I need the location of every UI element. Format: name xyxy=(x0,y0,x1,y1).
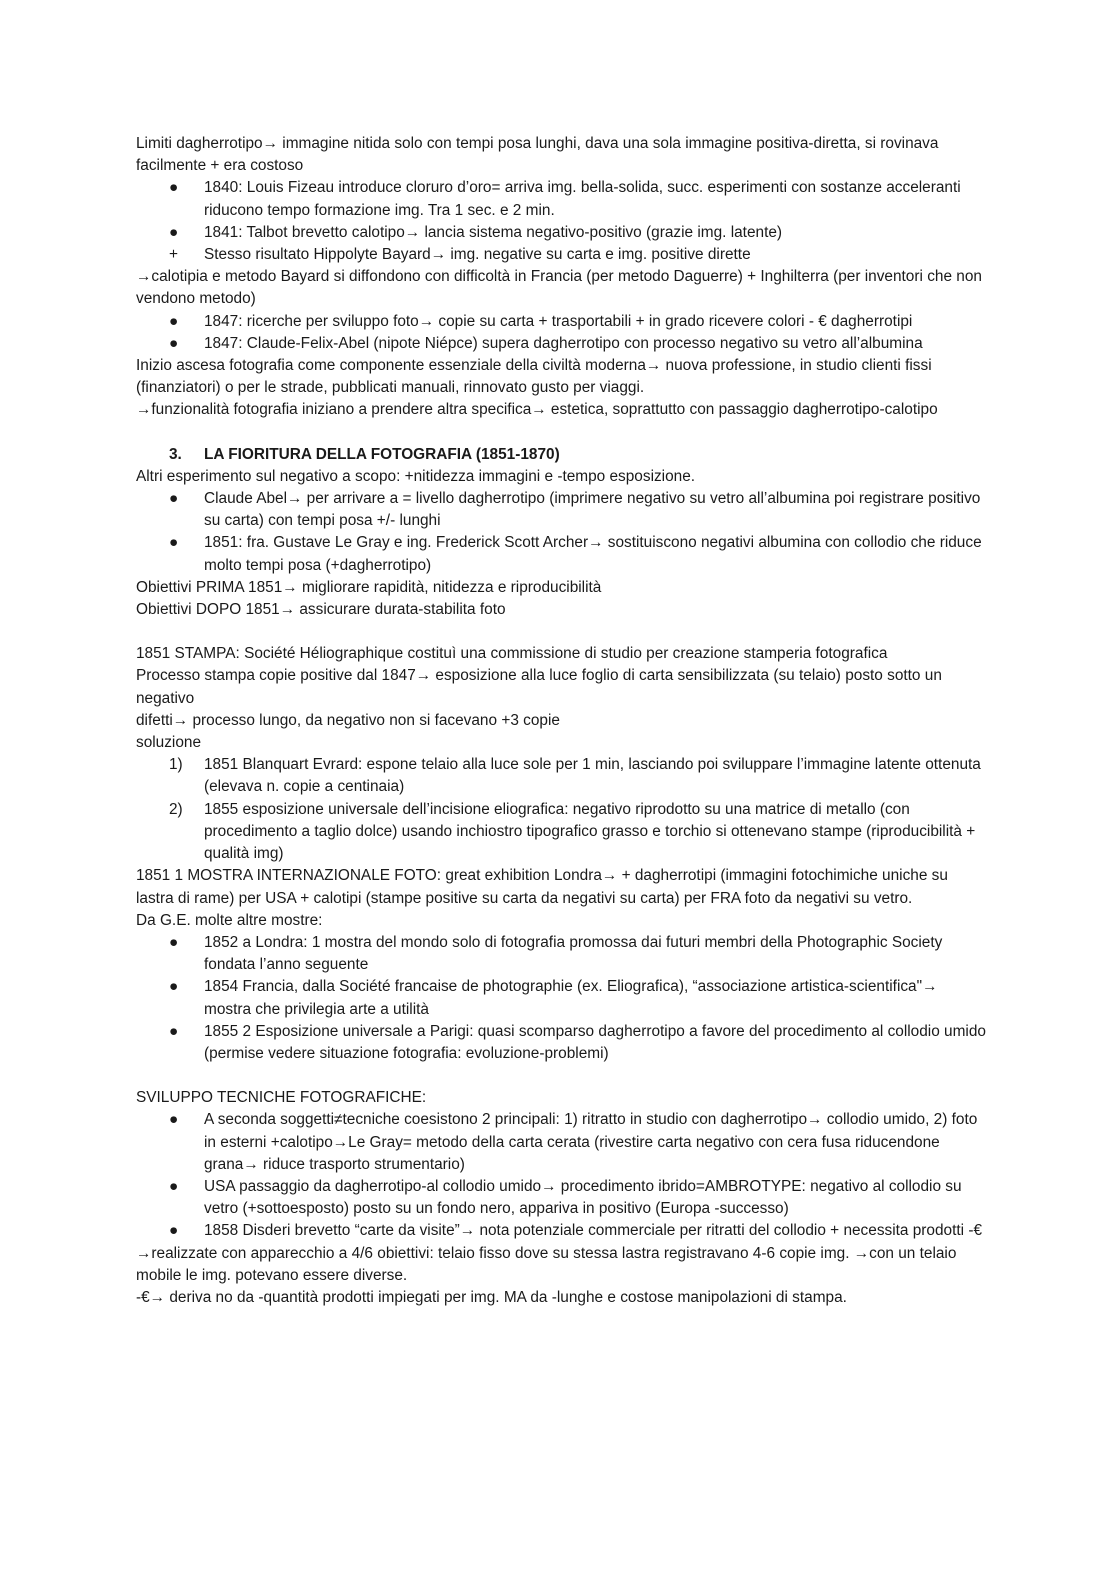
list-item xyxy=(136,488,986,532)
list-item xyxy=(136,932,986,976)
paragraph: Processo stampa copie positive dal 1847→ esposizione alla luce foglio di carta sensibilizzata (su telaio) posto sotto un negativo xyxy=(136,667,942,707)
list-marker: 2) xyxy=(169,800,183,818)
paragraph: soluzione xyxy=(136,734,202,752)
list-item-text: 1847: ricerche per sviluppo foto→ copie su carta + trasportabili + in grado ricevere colori - € dagherrotipi xyxy=(204,312,913,330)
paragraph: →funzionalità fotografia iniziano a prendere altra specifica→ estetica, soprattutto con passaggio dagherrotipo-calotipo xyxy=(136,401,938,419)
list-marker: ● xyxy=(169,1177,179,1195)
list-marker: ● xyxy=(169,1022,179,1040)
list-item xyxy=(136,1109,986,1176)
list-marker: ● xyxy=(169,334,179,352)
bullet-list xyxy=(136,488,986,577)
list-marker: ● xyxy=(169,490,179,508)
paragraph: Altri esperimento sul negativo a scopo: +nitidezza immagini e -tempo esposizione. xyxy=(136,467,696,485)
list-item xyxy=(136,532,986,576)
paragraph: 1851 1 MOSTRA INTERNAZIONALE FOTO: great exhibition Londra→ + dagherrotipi (immagini fotochimiche uniche su lastra di rame) per USA + calotipi (stampe positive su carta da negativi su carta) per FRA foto da negativi su vetro. xyxy=(136,867,948,907)
list-item xyxy=(136,244,986,266)
paragraph: Da G.E. molte altre mostre: xyxy=(136,911,323,929)
list-item-text: 1847: Claude-Felix-Abel (nipote Niépce) supera dagherrotipo con processo negativo su vetro all’albumina xyxy=(204,334,923,352)
list-marker: + xyxy=(169,246,178,264)
spacer xyxy=(136,621,986,643)
paragraph: Obiettivi DOPO 1851→ assicurare durata-stabilita foto xyxy=(136,601,506,619)
list-item-text: 1854 Francia, dalla Société francaise de photographie (ex. Eliografica), “associazione artistica-scientifica"→ mostra che privilegia arte a utilità xyxy=(204,978,938,1018)
list-marker: ● xyxy=(169,312,179,330)
paragraph: Obiettivi PRIMA 1851→ migliorare rapidità, nitidezza e riproducibilità xyxy=(136,578,602,596)
bullet-list xyxy=(136,754,986,865)
list-marker: ● xyxy=(169,1222,179,1240)
list-marker: 1) xyxy=(169,756,183,774)
spacer xyxy=(136,1065,986,1087)
list-item xyxy=(136,177,986,221)
paragraph: SVILUPPO TECNICHE FOTOGRAFICHE: xyxy=(136,1089,427,1107)
list-item xyxy=(136,311,986,333)
list-marker: ● xyxy=(169,534,179,552)
list-item xyxy=(136,799,986,866)
list-item xyxy=(136,976,986,1020)
paragraph: Limiti dagherrotipo→ immagine nitida solo con tempi posa lunghi, dava una sola immagine positiva-diretta, si rovinava facilmente + era costoso xyxy=(136,135,939,175)
paragraph: difetti→ processo lungo, da negativo non si facevano +3 copie xyxy=(136,711,560,729)
list-item-text: 1855 2 Esposizione universale a Parigi: quasi scomparso dagherrotipo a favore del procedimento al collodio umido (permise vedere situazione fotografia: evoluzione-problemi) xyxy=(204,1022,986,1062)
list-item-text: 1840: Louis Fizeau introduce cloruro d’oro= arriva img. bella-solida, succ. esperimenti con sostanze acceleranti riducono tempo formazione img. Tra 1 sec. e 2 min. xyxy=(204,179,961,219)
paragraph: -€→ deriva no da -quantità prodotti impiegati per img. MA da -lunghe e costose manipolazioni di stampa. xyxy=(136,1288,847,1306)
list-item-text: 1841: Talbot brevetto calotipo→ lancia sistema negativo-positivo (grazie img. latente) xyxy=(204,223,783,241)
list-item-text: 1858 Disderi brevetto “carte da visite”→ nota potenziale commerciale per ritratti del collodio + necessita prodotti -€ xyxy=(204,1222,983,1240)
document-body xyxy=(136,133,986,1309)
list-item xyxy=(136,1021,986,1065)
spacer xyxy=(136,422,986,444)
list-item xyxy=(136,754,986,798)
bullet-list xyxy=(136,311,986,355)
section-heading xyxy=(136,444,986,466)
paragraph: →calotipia e metodo Bayard si diffondono con difficoltà in Francia (per metodo Daguerre) + Inghilterra (per inventori che non vendono metodo) xyxy=(136,268,982,308)
list-marker: ● xyxy=(169,223,179,241)
list-marker: ● xyxy=(169,179,179,197)
list-item-text: 1851: fra. Gustave Le Gray e ing. Frederick Scott Archer→ sostituiscono negativi albumina con collodio che riduce molto tempi posa (+dagherrotipo) xyxy=(204,534,982,574)
list-marker: ● xyxy=(169,1111,179,1129)
list-item xyxy=(136,333,986,355)
bullet-list xyxy=(136,177,986,266)
list-item xyxy=(136,1176,986,1220)
list-marker: ● xyxy=(169,978,179,996)
list-item-text: 1855 esposizione universale dell’incisione eliografica: negativo riprodotto su una matrice di metallo (con procedimento a taglio dolce) usando inchiostro tipografico grasso e torchio si ottenevano stampe (riproducibilità + qualità img) xyxy=(204,800,976,863)
list-item-text: USA passaggio da dagherrotipo-al collodio umido→ procedimento ibrido=AMBROTYPE: negativo al collodio su vetro (+sottoesposto) posto su un fondo nero, appariva in positivo (Europa -successo) xyxy=(204,1177,962,1218)
list-marker: ● xyxy=(169,933,179,951)
list-item xyxy=(136,1220,986,1242)
list-item-text: Stesso risultato Hippolyte Bayard→ img. negative su carta e img. positive dirette xyxy=(204,246,751,264)
paragraph: Inizio ascesa fotografia come componente essenziale della civiltà moderna→ nuova professione, in studio clienti fissi (finanziatori) o per le strade, pubblicati manuali, rinnovato gusto per viaggi. xyxy=(136,357,932,397)
section-number: 3. xyxy=(169,445,182,463)
list-item-text: 1851 Blanquart Evrard: espone telaio alla luce sole per 1 min, lasciando poi sviluppare l’immagine latente ottenuta (elevava n. copie a centinaia) xyxy=(204,756,981,796)
section-title: LA FIORITURA DELLA FOTOGRAFIA (1851-1870) xyxy=(204,445,560,463)
paragraph: 1851 STAMPA: Société Héliographique costituì una commissione di studio per creazione stamperia fotografica xyxy=(136,645,888,663)
bullet-list xyxy=(136,932,986,1065)
bullet-list xyxy=(136,1109,986,1242)
list-item-text: A seconda soggetti≠tecniche coesistono 2 principali: 1) ritratto in studio con dagherrotipo→ collodio umido, 2) foto in esterni +calotipo→Le Gray= metodo della carta cerata (rivestire carta negativo con cera fusa riducendone grana→ riduce trasporto strumentario) xyxy=(204,1111,978,1173)
list-item-text: Claude Abel→ per arrivare a = livello dagherrotipo (imprimere negativo su vetro all’albumina poi registrare positivo su carta) con tempi posa +/- lunghi xyxy=(204,490,981,530)
list-item xyxy=(136,222,986,244)
paragraph: →realizzate con apparecchio a 4/6 obiettivi: telaio fisso dove su stessa lastra registravano 4-6 copie img. →con un telaio mobile le img. potevano essere diverse. xyxy=(136,1244,957,1284)
list-item-text: 1852 a Londra: 1 mostra del mondo solo di fotografia promossa dai futuri membri della Photographic Society fondata l’anno seguente xyxy=(204,933,943,974)
